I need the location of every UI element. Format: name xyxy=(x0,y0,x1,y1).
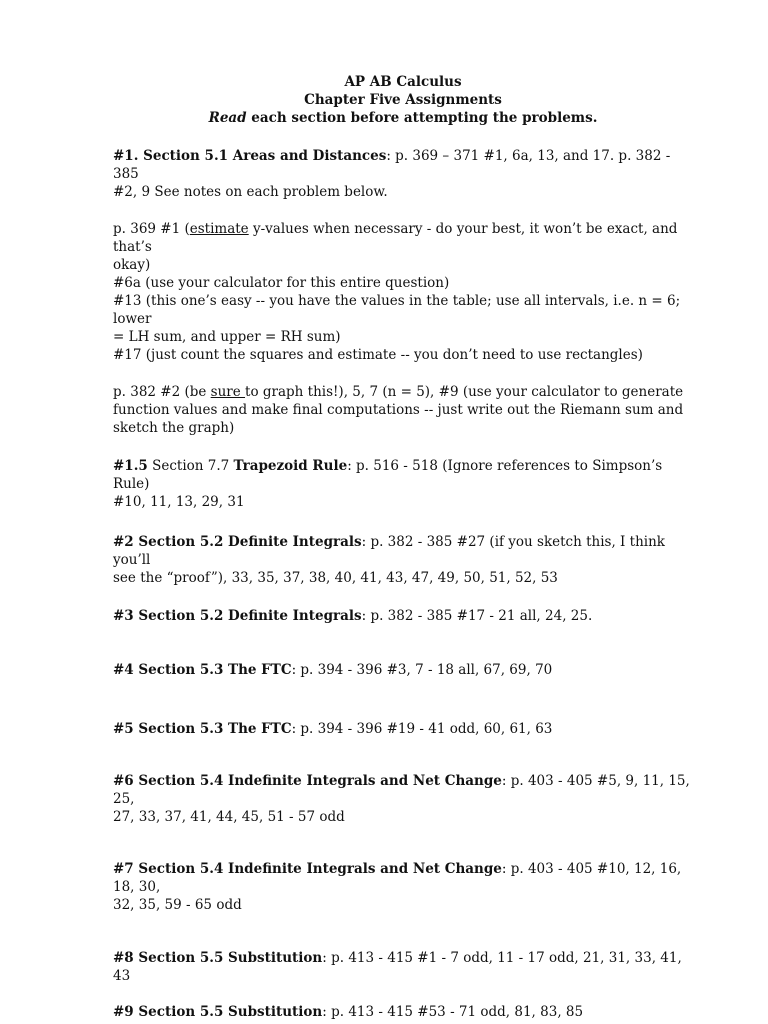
course-title: AP AB Calculus xyxy=(344,74,462,90)
note-1b: y-values when necessary - do your best, it won’t be exact, and that’s xyxy=(113,221,678,255)
note-2: okay) xyxy=(113,257,151,273)
assignment-1 xyxy=(113,147,693,201)
document-page xyxy=(113,73,693,1021)
note-6: #17 (just count the squares and estimate -- you don’t need to use rectangles) xyxy=(113,347,643,363)
assignment-1-5-line2: #10, 11, 13, 29, 31 xyxy=(113,494,245,510)
assignment-1-5-section: Section 7.7 xyxy=(147,458,234,474)
assignment-8-pages: : p. 413 - 415 #1 - 7 odd, 11 - 17 odd, 21, 31, 33, 41, 43 xyxy=(113,950,682,984)
note2-1b: to graph this!), 5, 7 (n = 5), #9 (use your calculator to generate xyxy=(245,384,684,400)
assignment-7-line2: 32, 35, 59 - 65 odd xyxy=(113,897,242,913)
assignment-9 xyxy=(113,1003,693,1021)
assignment-6-line2: 27, 33, 37, 41, 44, 45, 51 - 57 odd xyxy=(113,809,345,825)
assignment-2-line2: see the “proof”), 33, 35, 37, 38, 40, 41, 43, 47, 49, 50, 51, 52, 53 xyxy=(113,570,558,586)
assignment-9-heading: #9 Section 5.5 Substitution xyxy=(113,1004,323,1020)
assignment-1-line2: #2, 9 See notes on each problem below. xyxy=(113,184,388,200)
assignment-5-pages: : p. 394 - 396 #19 - 41 odd, 60, 61, 63 xyxy=(291,721,553,737)
assignment-8 xyxy=(113,949,693,985)
document-header xyxy=(113,73,693,127)
assignment-6-pages: : p. 403 - 405 #5, 9, 11, 15, 25, xyxy=(113,773,690,807)
assignment-1-5-pages: : p. 516 - 518 (Ignore references to Simpson’s Rule) xyxy=(113,458,663,492)
assignment-1-5-num: #1.5 xyxy=(113,458,148,474)
instructions-line xyxy=(113,109,693,127)
assignment-4-pages: : p. 394 - 396 #3, 7 - 18 all, 67, 69, 70 xyxy=(291,662,553,678)
assignment-2-pages: : p. 382 - 385 #27 (if you sketch this, I think you’ll xyxy=(113,534,665,568)
assignment-3-heading: #3 Section 5.2 Definite Integrals xyxy=(113,608,362,624)
chapter-title: Chapter Five Assignments xyxy=(304,92,502,108)
assignment-2 xyxy=(113,533,693,587)
assignment-1-notes xyxy=(113,220,693,364)
assignment-1-pages: : p. 369 – 371 #1, 6a, 13, and 17. p. 382 - 385 xyxy=(113,148,671,182)
assignment-4-heading: #4 Section 5.3 The FTC xyxy=(113,662,292,678)
assignment-5 xyxy=(113,720,693,738)
note-1a: p. 369 #1 ( xyxy=(113,221,190,237)
assignment-8-heading: #8 Section 5.5 Substitution xyxy=(113,950,323,966)
note2-2: function values and make final computations -- just write out the Riemann sum and xyxy=(113,402,684,418)
assignment-3-pages: : p. 382 - 385 #17 - 21 all, 24, 25. xyxy=(361,608,593,624)
instructions-text: each section before attempting the problems. xyxy=(246,110,598,126)
assignment-6-heading: #6 Section 5.4 Indefinite Integrals and Net Change xyxy=(113,773,502,789)
assignment-1-5 xyxy=(113,457,693,511)
note2-1-underline: sure xyxy=(210,384,246,400)
assignment-1-heading: #1. Section 5.1 Areas and Distances xyxy=(113,148,387,164)
assignment-1-notes-2 xyxy=(113,383,693,437)
assignment-5-heading: #5 Section 5.3 The FTC xyxy=(113,721,292,737)
note-3: #6a (use your calculator for this entire question) xyxy=(113,275,450,291)
assignment-7-heading: #7 Section 5.4 Indefinite Integrals and Net Change xyxy=(113,861,502,877)
assignment-7 xyxy=(113,860,693,914)
assignment-3 xyxy=(113,607,693,625)
assignment-4 xyxy=(113,661,693,679)
assignment-1-5-title: Trapezoid Rule xyxy=(233,458,348,474)
note-4: #13 (this one’s easy -- you have the values in the table; use all intervals, i.e. n = 6; lower xyxy=(113,293,681,327)
note-5: = LH sum, and upper = RH sum) xyxy=(113,329,341,345)
note-1-underline: estimate xyxy=(189,221,249,237)
note2-1a: p. 382 #2 (be xyxy=(113,384,211,400)
assignment-9-pages: : p. 413 - 415 #53 - 71 odd, 81, 83, 85 xyxy=(322,1004,584,1020)
instructions-emphasis: Read xyxy=(208,110,247,126)
assignment-6 xyxy=(113,772,693,826)
note2-3: sketch the graph) xyxy=(113,420,235,436)
assignment-2-heading: #2 Section 5.2 Definite Integrals xyxy=(113,534,362,550)
assignment-7-pages: : p. 403 - 405 #10, 12, 16, 18, 30, xyxy=(113,861,682,895)
